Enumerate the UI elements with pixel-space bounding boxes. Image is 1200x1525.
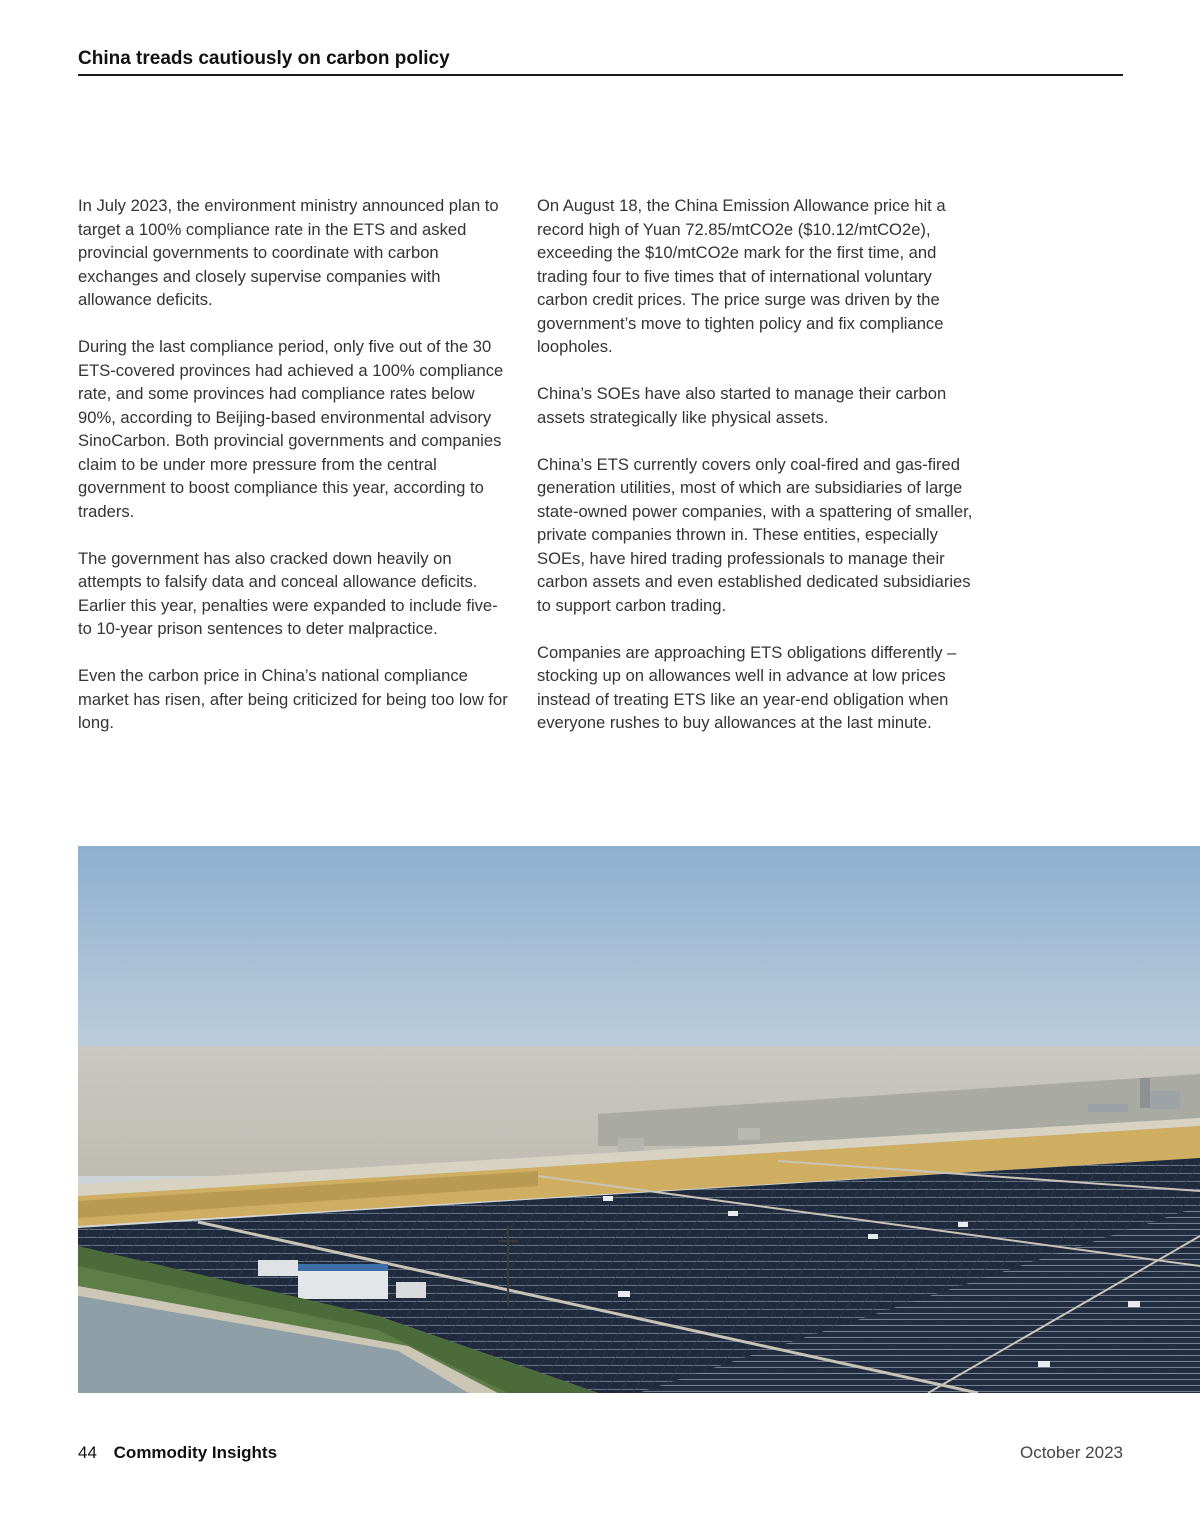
page-header (78, 48, 1123, 76)
paragraph: Even the carbon price in China’s national compliance market has risen, after being criticized for being too low for long. (78, 666, 508, 732)
paragraph: In July 2023, the environment ministry announced plan to target a 100% compliance rate in the ETS and asked provincial governments to coordinate with carbon exchanges and closely supervise companies with allowance deficits. (78, 196, 499, 309)
article-column-left (78, 194, 514, 758)
page-footer (78, 1443, 1123, 1463)
issue-date: October 2023 (1019, 1443, 1123, 1462)
paragraph: Companies are approaching ETS obligations differently – stocking up on allowances well in advance at low prices instead of treating ETS like an year-end obligation when everyone rushes to buy allowances at the last minute. (537, 642, 957, 732)
paragraph: During the last compliance period, only five out of the 30 ETS-covered provinces had achieved a 100% compliance rate, and some provinces had compliance rates below 90%, according to Beijing-based environmental advisory SinoCarbon. Both provincial governments and companies claim to be under more pressure from the central government to boost compliance this year, according to traders. (78, 337, 504, 521)
solar-farm-photo (78, 846, 1200, 1393)
paragraph: The government has also cracked down heavily on attempts to falsify data and conceal allowance deficits. Earlier this year, penalties were expanded to include five- to 10-year prison sentences to deter malpractice. (78, 548, 498, 638)
paragraph: On August 18, the China Emission Allowance price hit a record high of Yuan 72.85/mtCO2e ($10.12/mtCO2e), exceeding the $10/mtCO2e mark for the first time, and trading four to five times that of international voluntary carbon credit prices. The price surge was driven by the government’s move to tighten policy and fix compliance loopholes. (537, 196, 946, 356)
publication-name: Commodity Insights (113, 1443, 278, 1462)
article-column-right (537, 194, 973, 758)
paragraph: China’s ETS currently covers only coal-fired and gas-fired generation utilities, most of which are subsidiaries of large state-owned power companies, with a spattering of smaller, private companies thrown in. These entities, especially SOEs, have hired trading professionals to manage their carbon assets and even established dedicated subsidiaries to support carbon trading. (537, 454, 973, 615)
section-title: China treads cautiously on carbon policy (78, 48, 450, 69)
page-number: 44 (78, 1443, 97, 1462)
paragraph: China’s SOEs have also started to manage their carbon assets strategically like physical assets. (537, 384, 947, 427)
